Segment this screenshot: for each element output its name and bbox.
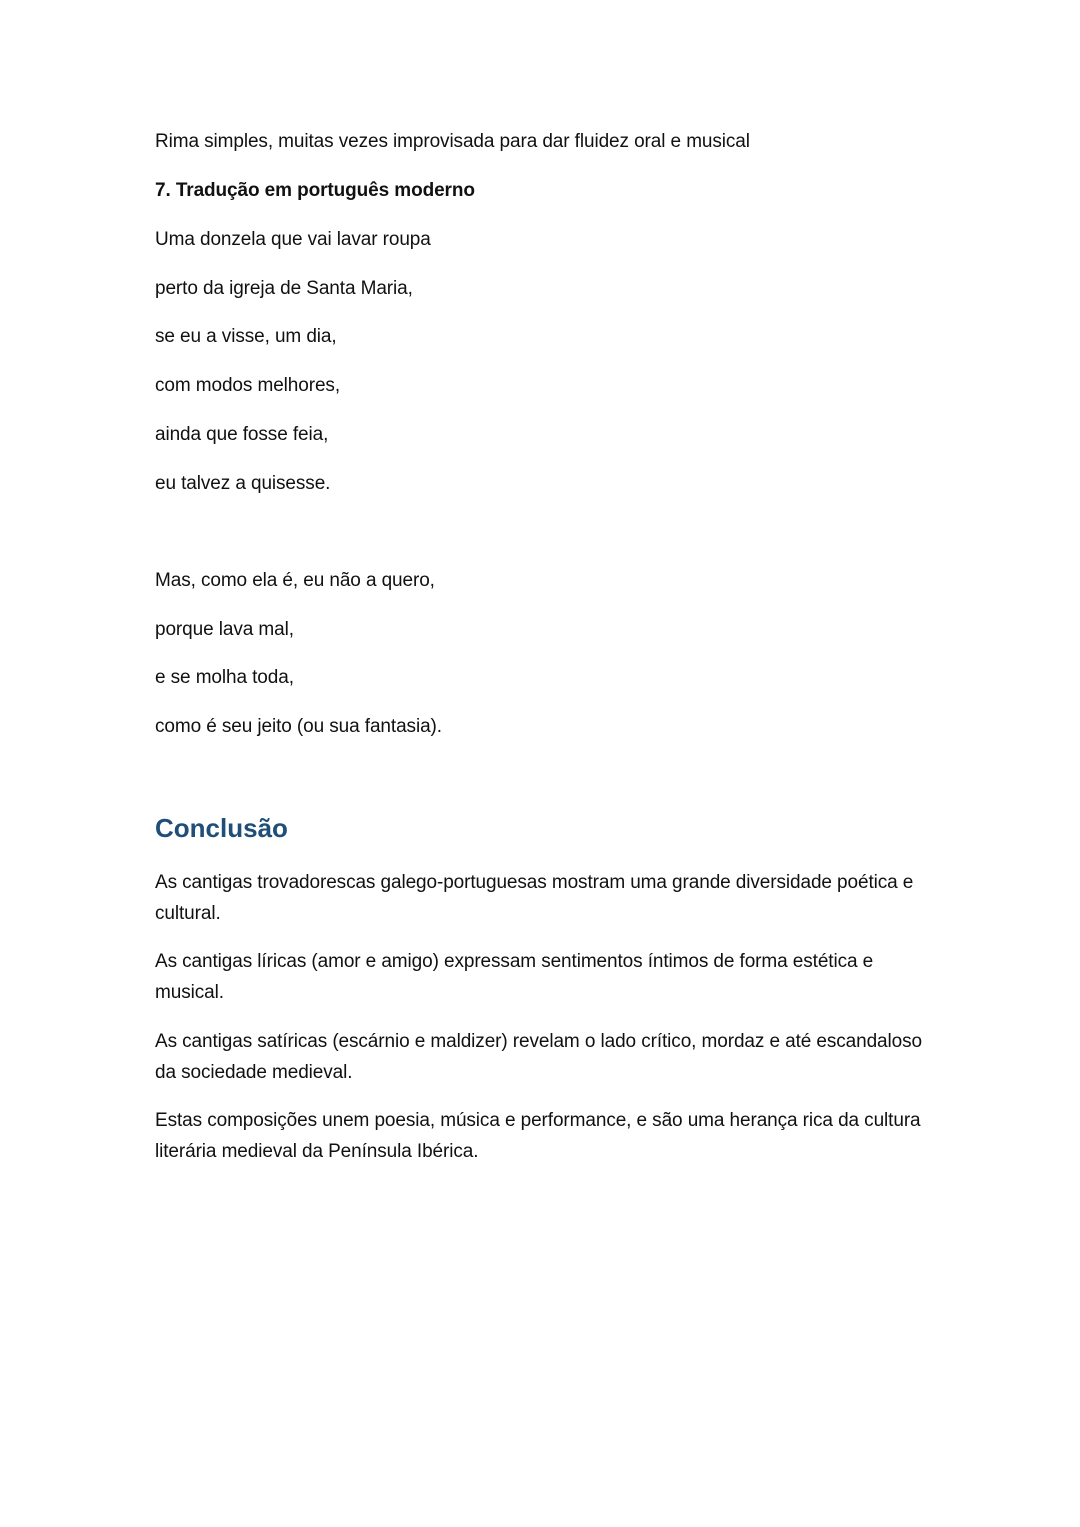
verse-line: com modos melhores,	[155, 375, 341, 396]
section-7-title: 7. Tradução em português moderno	[155, 180, 475, 201]
verse-line: ainda que fosse feia,	[155, 424, 329, 445]
verse-line: eu talvez a quisesse.	[155, 473, 331, 494]
conclusion-paragraph: Estas composições unem poesia, música e performance, e são uma herança rica da cultura literária medieval da Península Ibérica.	[155, 1110, 921, 1162]
verse-line: e se molha toda,	[155, 667, 294, 688]
verse-line: Mas, como ela é, eu não a quero,	[155, 570, 435, 591]
conclusion-heading: Conclusão	[155, 813, 288, 843]
verse-line: perto da igreja de Santa Maria,	[155, 278, 413, 299]
verse-line: como é seu jeito (ou sua fantasia).	[155, 716, 442, 737]
intro-line: Rima simples, muitas vezes improvisada para dar fluidez oral e musical	[155, 131, 750, 152]
verse-line: porque lava mal,	[155, 619, 294, 640]
verse-line: se eu a visse, um dia,	[155, 326, 337, 347]
verse-line: Uma donzela que vai lavar roupa	[155, 229, 431, 250]
conclusion-paragraph: As cantigas trovadorescas galego-portuguesas mostram uma grande diversidade poética e cultural.	[155, 872, 914, 924]
conclusion-paragraph: As cantigas líricas (amor e amigo) expressam sentimentos íntimos de forma estética e musical.	[155, 951, 874, 1003]
conclusion-paragraph: As cantigas satíricas (escárnio e maldizer) revelam o lado crítico, mordaz e até escandaloso da sociedade medieval.	[155, 1031, 922, 1083]
